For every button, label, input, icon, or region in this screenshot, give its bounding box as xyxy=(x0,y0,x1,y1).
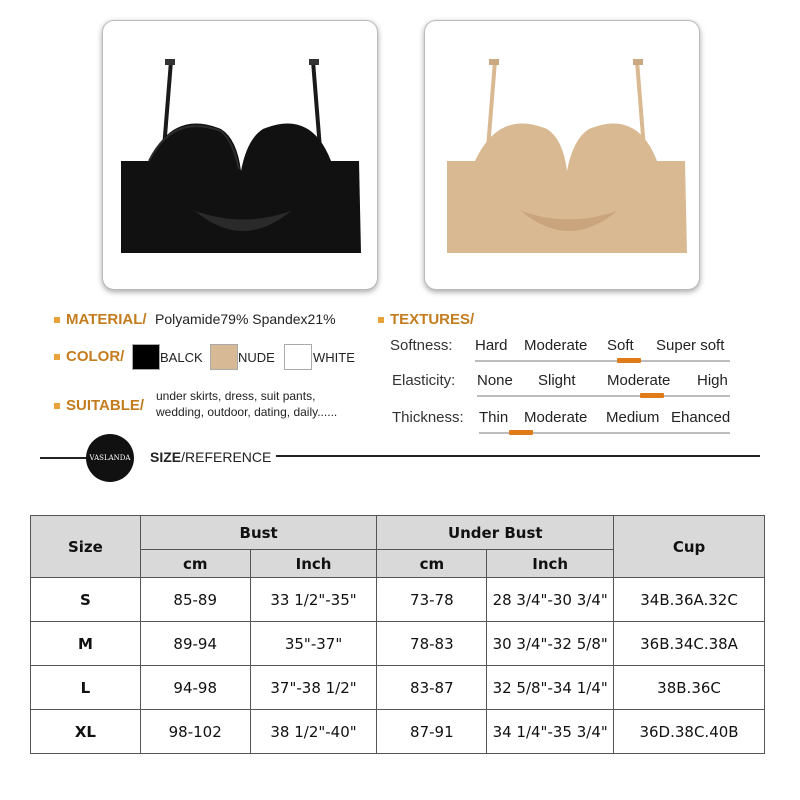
divider-left xyxy=(40,457,88,459)
cell-ub-cm: 83-87 xyxy=(377,666,487,710)
cell-bust-inch: 35"-37" xyxy=(250,622,377,666)
cell-ub-inch: 32 5/8"-34 1/4" xyxy=(487,666,614,710)
swatch-nude-label: NUDE xyxy=(238,350,275,365)
brand-logo: VASLANDA xyxy=(86,434,134,482)
swatch-nude xyxy=(210,344,238,370)
softness-option: Moderate xyxy=(524,337,588,354)
cell-cup: 38B.36C xyxy=(614,666,765,710)
bullet-icon xyxy=(54,354,60,360)
suitable-line-1: under skirts, dress, suit pants, xyxy=(156,389,316,403)
header-under-bust: Under Bust xyxy=(377,516,614,550)
cell-cup: 34B.36A.32C xyxy=(614,578,765,622)
cell-bust-inch: 37"-38 1/2" xyxy=(250,666,377,710)
suitable-key: SUITABLE/ xyxy=(66,397,145,414)
size-table xyxy=(30,515,765,754)
softness-option: Super soft xyxy=(656,337,725,354)
cell-ub-inch: 30 3/4"-32 5/8" xyxy=(487,622,614,666)
table-row xyxy=(31,710,765,754)
table-row xyxy=(31,622,765,666)
suitable-row xyxy=(54,397,144,415)
header-bust-inch: Inch xyxy=(250,550,377,578)
table-header-row xyxy=(31,516,765,550)
color-key: COLOR/ xyxy=(66,348,125,365)
black-product-photo xyxy=(102,20,378,290)
bullet-icon xyxy=(378,317,384,323)
elasticity-option-selected: Moderate xyxy=(607,372,671,389)
thickness-marker xyxy=(509,430,533,435)
size-heading-rest: /REFERENCE xyxy=(181,449,272,465)
thickness-option: Ehanced xyxy=(671,409,731,426)
black-bra-image xyxy=(103,21,377,289)
cell-bust-cm: 94-98 xyxy=(140,666,250,710)
softness-label: Softness: xyxy=(390,337,453,354)
textures-heading xyxy=(378,311,474,329)
divider-right xyxy=(276,455,760,457)
cell-cup: 36D.38C.40B xyxy=(614,710,765,754)
elasticity-marker xyxy=(640,393,664,398)
cell-size: XL xyxy=(31,710,141,754)
softness-scale xyxy=(475,360,730,362)
header-size: Size xyxy=(31,516,141,578)
cell-ub-inch: 34 1/4"-35 3/4" xyxy=(487,710,614,754)
thickness-option: Medium xyxy=(606,409,660,426)
nude-product-photo xyxy=(424,20,700,290)
cell-ub-cm: 87-91 xyxy=(377,710,487,754)
elasticity-option: High xyxy=(697,372,728,389)
thickness-option-selected: Moderate xyxy=(524,409,588,426)
cell-size: L xyxy=(31,666,141,710)
bullet-icon xyxy=(54,317,60,323)
material-key: MATERIAL/ xyxy=(66,311,147,328)
table-row xyxy=(31,666,765,710)
material-row xyxy=(54,311,336,329)
elasticity-option: Slight xyxy=(538,372,576,389)
swatch-white-label: WHITE xyxy=(313,350,355,365)
elasticity-label: Elasticity: xyxy=(392,372,456,389)
thickness-label: Thickness: xyxy=(392,409,464,426)
nude-bra-image xyxy=(425,21,699,289)
size-reference-heading xyxy=(150,449,271,465)
elasticity-scale xyxy=(477,395,730,397)
cell-bust-cm: 89-94 xyxy=(140,622,250,666)
table-row xyxy=(31,578,765,622)
header-cup: Cup xyxy=(614,516,765,578)
softness-option-selected: Soft xyxy=(607,337,634,354)
cell-ub-inch: 28 3/4"-30 3/4" xyxy=(487,578,614,622)
cell-bust-inch: 38 1/2"-40" xyxy=(250,710,377,754)
cell-size: S xyxy=(31,578,141,622)
suitable-text xyxy=(156,388,337,420)
size-heading-bold: SIZE xyxy=(150,449,182,465)
thickness-option: Thin xyxy=(479,409,509,426)
cell-cup: 36B.34C.38A xyxy=(614,622,765,666)
elasticity-option: None xyxy=(477,372,513,389)
swatch-black xyxy=(132,344,160,370)
header-ub-cm: cm xyxy=(377,550,487,578)
header-bust: Bust xyxy=(140,516,377,550)
bullet-icon xyxy=(54,403,60,409)
cell-bust-cm: 85-89 xyxy=(140,578,250,622)
swatch-black-label: BALCK xyxy=(160,350,203,365)
header-bust-cm: cm xyxy=(140,550,250,578)
cell-ub-cm: 78-83 xyxy=(377,622,487,666)
cell-size: M xyxy=(31,622,141,666)
softness-option: Hard xyxy=(475,337,508,354)
swatch-white xyxy=(284,344,312,370)
header-ub-inch: Inch xyxy=(487,550,614,578)
material-value: Polyamide79% Spandex21% xyxy=(155,311,336,327)
cell-bust-cm: 98-102 xyxy=(140,710,250,754)
cell-ub-cm: 73-78 xyxy=(377,578,487,622)
cell-bust-inch: 33 1/2"-35" xyxy=(250,578,377,622)
softness-marker xyxy=(617,358,641,363)
color-row xyxy=(54,348,124,366)
textures-key: TEXTURES/ xyxy=(390,311,475,328)
suitable-line-2: wedding, outdoor, dating, daily...... xyxy=(156,405,338,419)
